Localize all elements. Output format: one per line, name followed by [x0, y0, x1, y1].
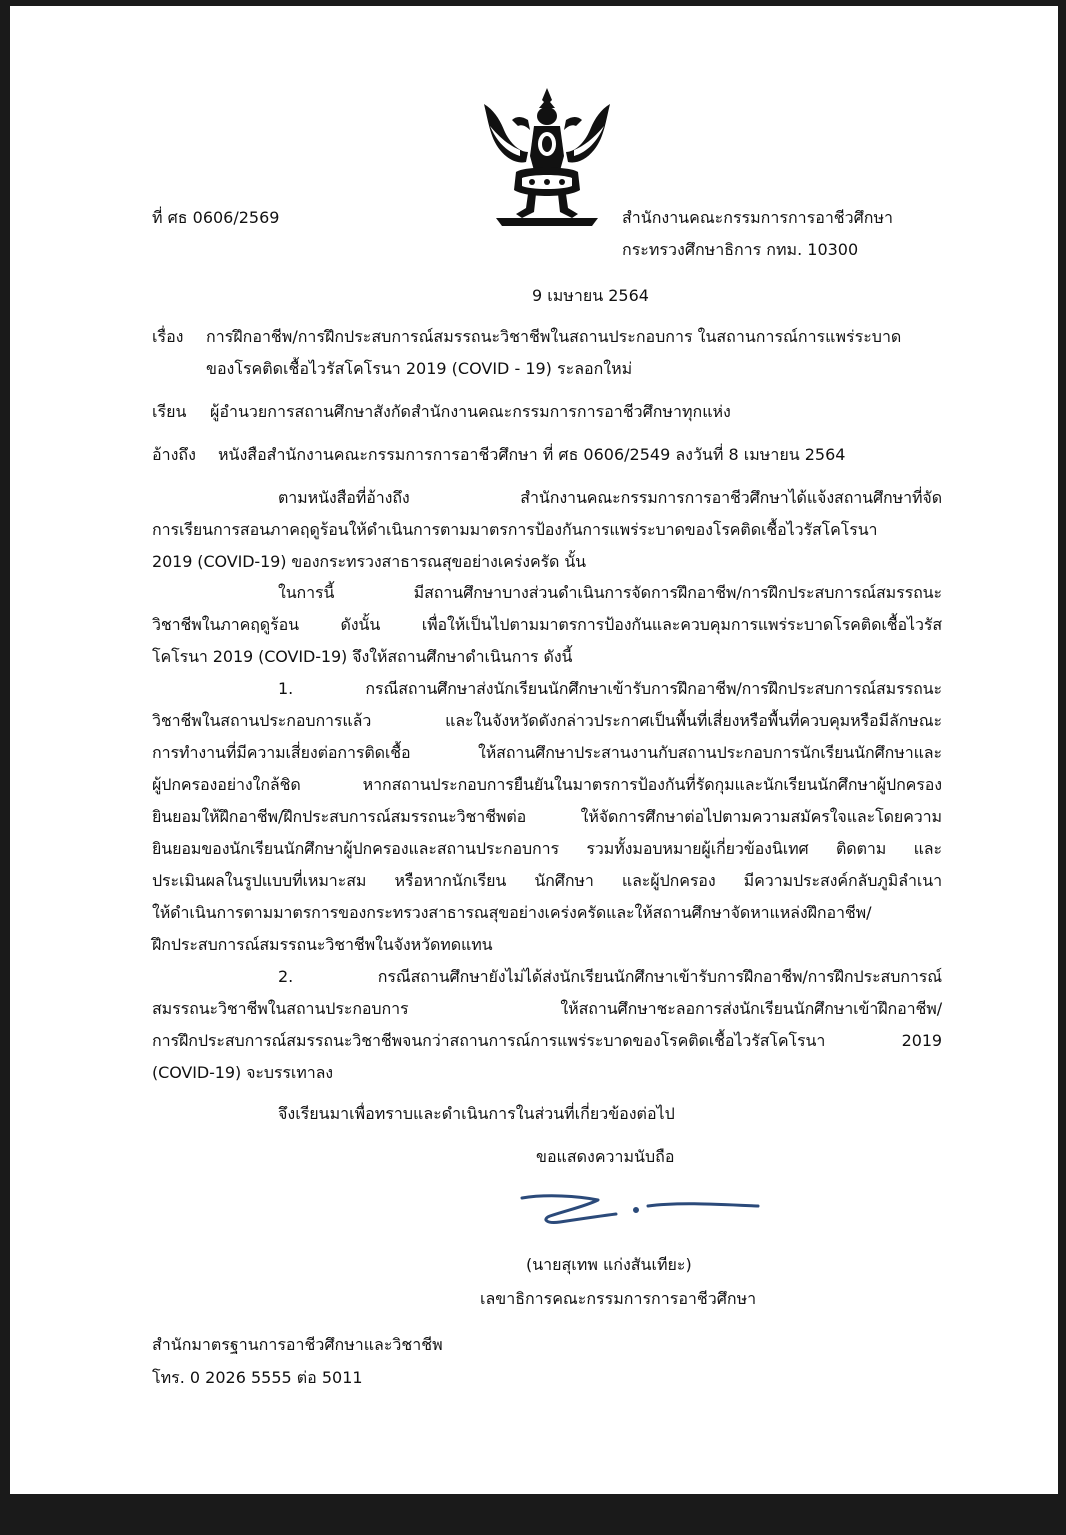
item-1-line: ผู้ปกครองอย่างใกล้ชิด หากสถานประกอบการยืนยันในมาตรการป้องกันที่รัดกุมและนักเรียนนักศึกษาผู้ปกครอง	[152, 775, 942, 794]
item-2-line: การฝึกประสบการณ์สมรรถนะวิชาชีพจนกว่าสถานการณ์การแพร่ระบาดของโรคติดเชื้อไวรัสโคโรนา 2019	[152, 1031, 942, 1050]
garuda-emblem-icon	[476, 86, 618, 236]
paragraph-1-line: ตามหนังสือที่อ้างถึง สำนักงานคณะกรรมการการอาชีวศึกษาได้แจ้งสถานศึกษาที่จัด	[278, 488, 942, 507]
reference-text: หนังสือสำนักงานคณะกรรมการการอาชีวศึกษา ที่ ศธ 0606/2549 ลงวันที่ 8 เมษายน 2564	[218, 445, 846, 464]
paragraph-1-line: 2019 (COVID-19) ของกระทรวงสาธารณสุขอย่างเคร่งครัด นั้น	[152, 552, 586, 571]
office-address: กระทรวงศึกษาธิการ กทม. 10300	[622, 240, 859, 259]
reference-number: ที่ ศธ 0606/2569	[152, 208, 280, 227]
item-1-line: ยินยอมของนักเรียนนักศึกษาผู้ปกครองและสถานประกอบการ รวมทั้งมอบหมายผู้เกี่ยวข้องนิเทศ ติดตาม และ	[152, 839, 942, 858]
salutation: ขอแสดงความนับถือ	[536, 1147, 675, 1166]
subject-label: เรื่อง	[152, 327, 184, 346]
subject-line-1: การฝึกอาชีพ/การฝึกประสบการณ์สมรรถนะวิชาชีพในสถานประกอบการ ในสถานการณ์การแพร่ระบาด	[206, 327, 902, 346]
footer-phone: โทร. 0 2026 5555 ต่อ 5011	[152, 1368, 363, 1387]
item-2-line: (COVID-19) จะบรรเทาลง	[152, 1063, 334, 1082]
footer-department: สำนักมาตรฐานการอาชีวศึกษาและวิชาชีพ	[152, 1335, 443, 1354]
item-1-line: ยินยอมให้ฝึกอาชีพ/ฝึกประสบการณ์สมรรถนะวิชาชีพต่อ ให้จัดการศึกษาต่อไปตามความสมัครใจและโดยความ	[152, 807, 942, 826]
item-1-line: วิชาชีพในสถานประกอบการแล้ว และในจังหวัดดังกล่าวประกาศเป็นพื้นที่เสี่ยงหรือพื้นที่ควบคุมหรือมีลักษณะ	[152, 711, 942, 730]
office-name: สำนักงานคณะกรรมการการอาชีวศึกษา	[622, 208, 894, 227]
letter-date: 9 เมษายน 2564	[532, 286, 649, 305]
item-2-line: 2. กรณีสถานศึกษายังไม่ได้ส่งนักเรียนนักศึกษาเข้ารับการฝึกอาชีพ/การฝึกประสบการณ์	[278, 967, 942, 986]
signatory-name: (นายสุเทพ แก่งสันเทียะ)	[526, 1255, 692, 1274]
reference-label: อ้างถึง	[152, 445, 196, 464]
paragraph-2-line: วิชาชีพในภาคฤดูร้อน ดังนั้น เพื่อให้เป็นไปตามมาตรการป้องกันและควบคุมการแพร่ระบาดโรคติดเชื้อไวรัส	[152, 615, 942, 634]
document-paper	[10, 6, 1058, 1494]
bottom-frame	[0, 1494, 1066, 1535]
paragraph-1-line: การเรียนการสอนภาคฤดูร้อนให้ดำเนินการตามมาตรการป้องกันการแพร่ระบาดของโรคติดเชื้อไวรัสโคโรนา	[152, 520, 878, 539]
closing-sentence: จึงเรียนมาเพื่อทราบและดำเนินการในส่วนที่เกี่ยวข้องต่อไป	[278, 1104, 675, 1123]
handwritten-signature-icon	[516, 1186, 766, 1232]
paragraph-2-line: โคโรนา 2019 (COVID-19) จึงให้สถานศึกษาดำเนินการ ดังนี้	[152, 647, 573, 666]
letter-page	[10, 6, 1058, 1494]
item-1-line: ฝึกประสบการณ์สมรรถนะวิชาชีพในจังหวัดทดแทน	[152, 935, 493, 954]
item-1-line: ให้ดำเนินการตามมาตรการของกระทรวงสาธารณสุขอย่างเคร่งครัดและให้สถานศึกษาจัดหาแหล่งฝึกอาชีพ/	[152, 903, 872, 922]
item-1-line: ประเมินผลในรูปแบบที่เหมาะสม หรือหากนักเรียน นักศึกษา และผู้ปกครอง มีความประสงค์กลับภูมิลำเนา	[152, 871, 942, 890]
paragraph-2-line: ในการนี้ มีสถานศึกษาบางส่วนดำเนินการจัดการฝึกอาชีพ/การฝึกประสบการณ์สมรรถนะ	[278, 583, 942, 602]
subject-line-2: ของโรคติดเชื้อไวรัสโคโรนา 2019 (COVID - 19) ระลอกใหม่	[206, 359, 633, 378]
signatory-position: เลขาธิการคณะกรรมการการอาชีวศึกษา	[480, 1289, 757, 1308]
item-1-line: 1. กรณีสถานศึกษาส่งนักเรียนนักศึกษาเข้ารับการฝึกอาชีพ/การฝึกประสบการณ์สมรรถนะ	[278, 679, 942, 698]
item-1-line: การทำงานที่มีความเสี่ยงต่อการติดเชื้อ ให้สถานศึกษาประสานงานกับสถานประกอบการนักเรียนนักศึกษาและ	[152, 743, 942, 762]
recipient-text: ผู้อำนวยการสถานศึกษาสังกัดสำนักงานคณะกรรมการการอาชีวศึกษาทุกแห่ง	[210, 402, 731, 421]
item-2-line: สมรรถนะวิชาชีพในสถานประกอบการ ให้สถานศึกษาชะลอการส่งนักเรียนนักศึกษาเข้าฝึกอาชีพ/	[152, 999, 942, 1018]
recipient-label: เรียน	[152, 402, 187, 421]
